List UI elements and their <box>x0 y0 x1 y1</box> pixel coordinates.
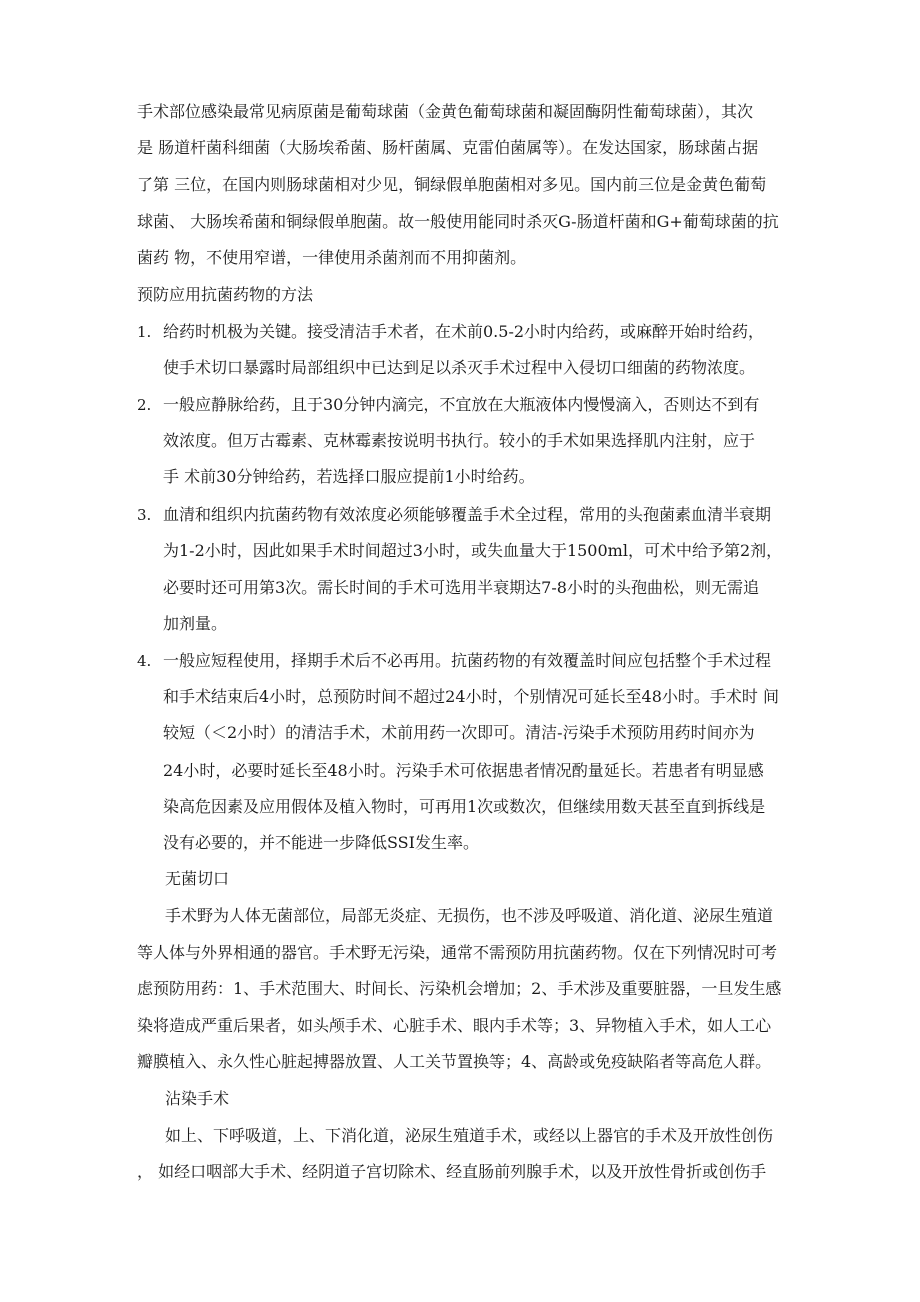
item-line: 必要时还可用第3次。需长时间的手术可选用半衰期达7-8小时的头孢曲松，则无需追 <box>163 578 759 597</box>
contaminated-line: ， 如经口咽部大手术、经阴道子宫切除术、经直肠前列腺手术，以及开放性骨折或创伤手 <box>137 1162 767 1181</box>
intro-line: 是 肠道杆菌科细菌（大肠埃希菌、肠杆菌属、克雷伯菌属等）。在发达国家，肠球菌占据 <box>137 138 759 157</box>
item-line: 一般应短程使用，择期手术后不必再用。抗菌药物的有效覆盖时间应包括整个手术过程 <box>163 651 772 670</box>
item-number: 1. <box>137 323 152 341</box>
item-line: 一般应静脉给药，且于30分钟内滴完，不宜放在大瓶液体内慢慢滴入，否则达不到有 <box>163 395 760 414</box>
item-line: 手 术前30分钟给药，若选择口服应提前1小时给药。 <box>163 467 535 486</box>
sterile-line: 瓣膜植入、永久性心脏起搏器放置、人工关节置换等；4、高龄或免疫缺陷者等高危人群。 <box>137 1052 772 1071</box>
item-line: 给药时机极为关键。接受清洁手术者，在术前0.5-2小时内给药，或麻醉开始时给药， <box>163 322 765 341</box>
item-line: 较短（＜2小时）的清洁手术，术前用药一次即可。清洁-污染手术预防用药时间亦为 <box>163 723 755 742</box>
item-line: 加剂量。 <box>163 614 228 633</box>
intro-line: 手术部位感染最常见病原菌是葡萄球菌（金黄色葡萄球菌和凝固酶阴性葡萄球菌），其次 <box>137 102 754 121</box>
item-number: 4. <box>137 652 152 670</box>
item-line: 效浓度。但万古霉素、克林霉素按说明书执行。较小的手术如果选择肌内注射，应于 <box>163 431 756 450</box>
item-number: 3. <box>137 506 152 524</box>
item-number: 2. <box>137 396 152 414</box>
intro-line: 了第 三位，在国内则肠球菌相对少见，铜绿假单胞菌相对多见。国内前三位是金黄色葡萄 <box>137 175 767 194</box>
sterile-line: 染将造成严重后果者，如头颅手术、心脏手术、眼内手术等；3、异物植入手术，如人工心 <box>137 1016 772 1035</box>
subheading-sterile: 无菌切口 <box>165 869 230 888</box>
item-line: 没有必要的，并不能进一步降低SSI发生率。 <box>163 833 479 852</box>
item-line: 使手术切口暴露时局部组织中已达到足以杀灭手术过程中入侵切口细菌的药物浓度。 <box>163 358 756 377</box>
sterile-line: 手术野为人体无菌部位，局部无炎症、无损伤，也不涉及呼吸道、消化道、泌尿生殖道 <box>165 906 774 925</box>
item-line: 24小时，必要时延长至48小时。污染手术可依据患者情况酌量延长。若患者有明显感 <box>163 761 764 780</box>
section-heading: 预防应用抗菌药物的方法 <box>137 285 314 304</box>
sterile-line: 虑预防用药：1、手术范围大、时间长、污染机会增加；2、手术涉及重要脏器，一旦发生感 <box>137 979 782 998</box>
subheading-contaminated: 沾染手术 <box>165 1089 230 1108</box>
intro-line: 球菌、 大肠埃希菌和铜绿假单胞菌。故一般使用能同时杀灭G-肠道杆菌和G+葡萄球菌的抗 <box>137 212 779 231</box>
contaminated-line: 如上、下呼吸道，上、下消化道，泌尿生殖道手术，或经以上器官的手术及开放性创伤 <box>165 1126 774 1145</box>
item-line: 为1-2小时，因此如果手术时间超过3小时，或失血量大于1500ml，可术中给予第2剂， <box>163 541 783 560</box>
intro-line: 菌药 物，不使用窄谱，一律使用杀菌剂而不用抑菌剂。 <box>137 248 527 267</box>
sterile-line: 等人体与外界相通的器官。手术野无污染，通常不需预防用抗菌药物。仅在下列情况时可考 <box>137 943 778 962</box>
item-line: 和手术结束后4小时，总预防时间不超过24小时，个别情况可延长至48小时。手术时 间 <box>163 687 779 706</box>
item-line: 血清和组织内抗菌药物有效浓度必须能够覆盖手术全过程，常用的头孢菌素血清半衰期 <box>163 505 772 524</box>
item-line: 染高危因素及应用假体及植入物时，可再用1次或数次，但继续用数天甚至直到拆线是 <box>163 797 766 816</box>
